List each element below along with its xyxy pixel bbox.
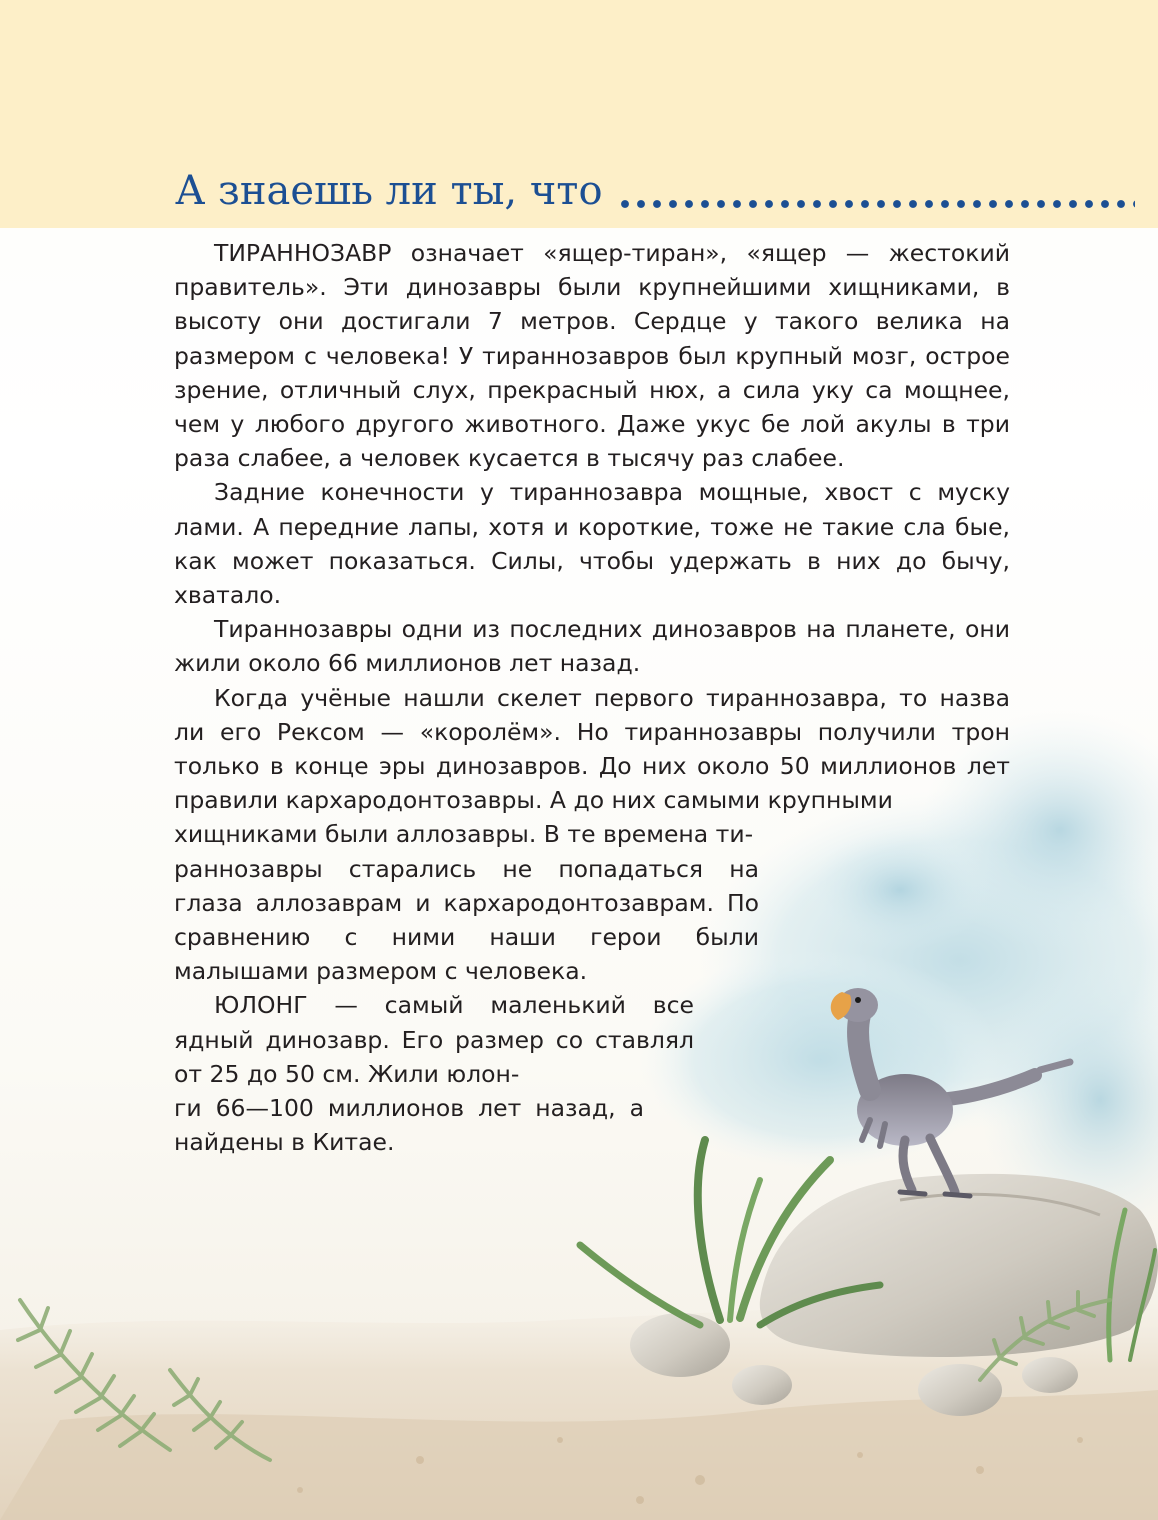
text-line: на размером с человека! У тираннозавров был крупный мозг, [174, 307, 1010, 370]
text-line: раннозавры старались не попадаться на [174, 854, 759, 883]
text-line: они жили около 66 миллионов лет назад. [174, 615, 1010, 678]
text-line: правитель». Эти динозавры были крупнейшими хищниками, [174, 273, 997, 302]
text-line: ядный динозавр. Его размер со [174, 1025, 584, 1054]
paragraph-rex-continued [174, 817, 800, 851]
text-line: ставлял от 25 до 50 см. Жили юлон- [174, 1025, 694, 1088]
article-text [174, 236, 1010, 1159]
text-line: Тираннозавры одни из последних динозавров на планете, [214, 615, 965, 644]
text-line: лет правили кархародонтозавры. А до них самыми крупными [174, 752, 1010, 815]
paragraph-yulong [174, 988, 694, 1091]
text-line: глаза аллозаврам и кархародонтозаврам. [174, 888, 727, 917]
paragraph-tyrannosaurus [174, 236, 1010, 475]
heading-title: А знаешь ли ты, что [175, 168, 603, 214]
text-line: хищниками были аллозавры. В те времена ти- [174, 820, 754, 849]
text-line: бые, как может показаться. Силы, чтобы удержать в них до [174, 512, 1010, 575]
paragraph-yulong-continued [174, 1091, 644, 1159]
text-line: са мощнее, чем у любого другого животного. Даже укус бе [174, 375, 1010, 439]
text-line: малышами размером с человека. [174, 957, 588, 986]
paragraph-limbs [174, 475, 1010, 612]
text-line: ги 66—100 миллионов лет назад, [174, 1094, 630, 1123]
text-line: Задние конечности у тираннозавра мощные, хвост с муску [214, 478, 1010, 507]
text-line: в высоту они достигали 7 метров. Сердце у такого велика [174, 273, 1010, 336]
text-line: только в конце эры динозавров. До них около 50 миллионов [174, 752, 967, 781]
text-line: ЮЛОНГ — самый маленький все [214, 991, 694, 1020]
text-line: Когда учёные нашли скелет первого тираннозавра, то назва [214, 683, 1010, 712]
text-line: По сравнению с ними наши герои были [174, 888, 759, 952]
text-line: лами. А передние лапы, хотя и короткие, тоже не такие сла [174, 512, 946, 541]
paragraph-rex [174, 681, 1010, 818]
text-line: слабее. [751, 444, 845, 473]
text-line: а найдены в Китае. [174, 1094, 644, 1157]
text-line: бычу, хватало. [174, 546, 1010, 610]
paragraph-rex-continued [174, 852, 759, 989]
text-line: лой акулы в три раза слабее, а человек кусается в тысячу раз [174, 410, 1010, 473]
paragraph-last-dinosaurs [174, 612, 1010, 680]
text-line: ли его Рексом — «королём». Но тираннозавры получили трон [174, 717, 1010, 746]
text-line: острое зрение, отличный слух, прекрасный нюх, а сила уку [174, 341, 1010, 404]
text-line: ТИРАННОЗАВР означает «ящер-тиран», «ящер — жестокий [214, 239, 1010, 267]
